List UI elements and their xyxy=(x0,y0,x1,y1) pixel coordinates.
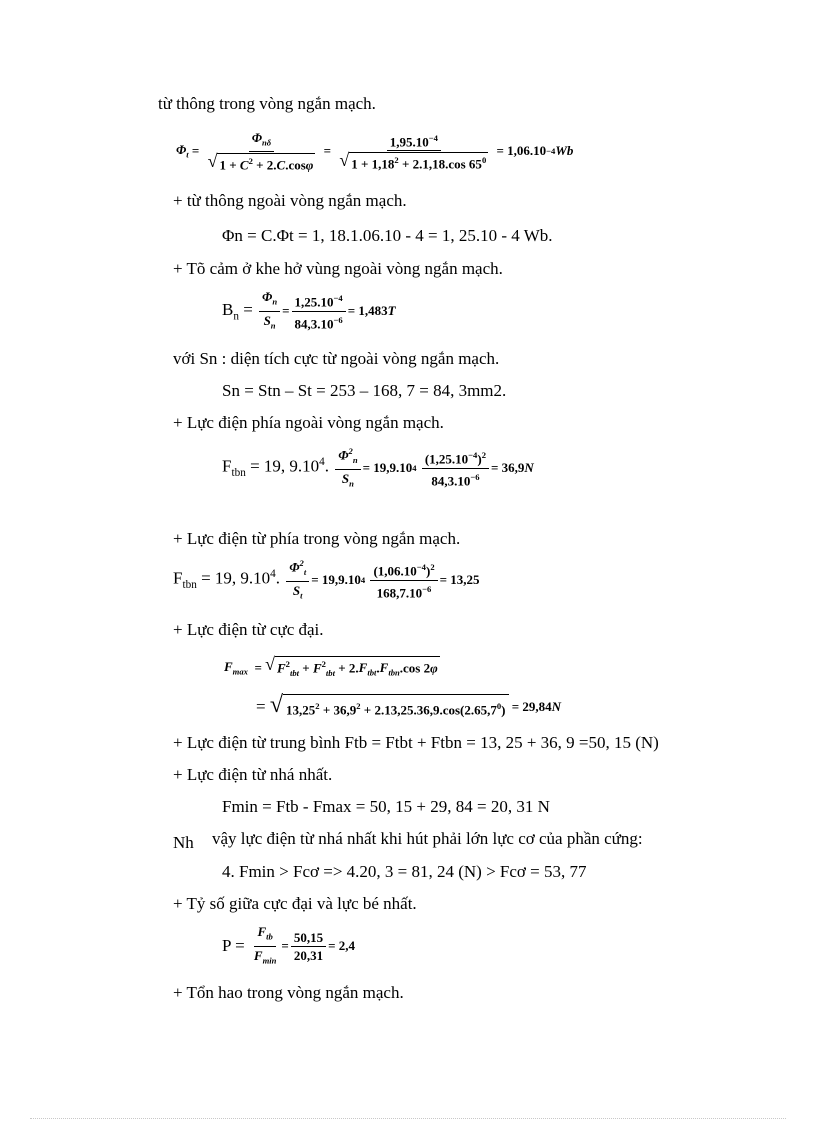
text-line-3: Φn = C.Φt = 1, 18.1.06.10 - 4 = 1, 25.10 - 4 Wb. xyxy=(222,226,553,245)
text-line-16: + Tổn hao trong vòng ngắn mạch. xyxy=(173,983,404,1002)
text-line-13b: vậy lực điện từ nhá nhất khi hút phải lớn lực cơ của phần cứng: xyxy=(212,829,643,848)
text-line-9: + Lực điện từ cực đại. xyxy=(173,620,324,639)
text-line-15: + Tỷ số giữa cực đại và lực bé nhất. xyxy=(173,894,417,913)
page-bottom-divider xyxy=(30,1118,786,1119)
text-line-10: + Lực điện từ trung bình Ftb = Ftbt + Ftbn = 13, 25 + 36, 9 =50, 15 (N) xyxy=(173,733,659,752)
text-line-6: Sn = Stn – St = 253 – 168, 7 = 84, 3mm2. xyxy=(222,381,507,400)
equation-phi-t: $\Phi_t$ = $\Phi_{n\delta}$ √ $1 + C^2 + 2.C.\cos\varphi$ = $1,95.10^{-4}$ √ $1 + 1,18^2 + 2.1,18.\cos$ $65^0$ = 1,06.10 −4 Wb xyxy=(176,129,574,173)
text-line-4: + Tõ cảm ở khe hở vùng ngoài vòng ngắn mạch. xyxy=(173,259,503,278)
equation-p-ratio: P = $\frac{F_{tb}}{F_{min}}$ = $\frac{50,15}{20,31}$ = 2,4 xyxy=(222,923,356,966)
text-line-7: + Lực điện phía ngoài vòng ngắn mạch. xyxy=(173,413,444,432)
equation-fmax: $F_{max}$ = √ $F^2_{tbt} + F^2_{tbt} + 2.F_{tbt}.F_{tbn}.\cos$ 2φ xyxy=(224,654,440,682)
text-line-2: + từ thông ngoài vòng ngắn mạch. xyxy=(173,191,407,210)
text-line-12: Fmin = Ftb - Fmax = 50, 15 + 29, 84 = 20, 31 N xyxy=(222,797,550,816)
equation-fmax-value: = √ $13,25^2 + 36,9^2 + 2.13,25.36,9.\cos(2.65,7^0)$ = 29,84 N xyxy=(256,692,562,719)
text-line-13a: Nh xyxy=(173,833,194,852)
text-line-14: 4. Fmin > Fcơ => 4.20, 3 = 81, 24 (N) > Fcơ = 53, 77 xyxy=(222,862,587,881)
equation-bn: $B_n$ = $\frac{\Phi_n}{S_n}$ = $\frac{1,25.10^{-4}}{84,3.10^{-6}}$ = 1,483 T xyxy=(222,288,396,331)
text-line-8: + Lực điện từ phía trong vòng ngắn mạch. xyxy=(173,529,461,548)
text-line-11: + Lực điện từ nhá nhất. xyxy=(173,765,333,784)
equation-ftbn-inner: $F_{tbn} = 19$, 9.10$^4$. $\frac{\Phi^2_t}{S_t}$ = 19,9.10 4 $\frac{(1,06.10^{-4})^2}{168,7.10^{-6}}$ = 13,25 xyxy=(173,558,480,601)
text-line-1: từ thông trong vòng ngắn mạch. xyxy=(158,94,376,113)
text-line-5: với Sn : diện tích cực từ ngoài vòng ngắn mạch. xyxy=(173,349,500,368)
equation-ftbn-outer: $F_{tbn} = 19$, 9.10$^4$. $\frac{\Phi^2_n}{S_n}$ = 19,9.10 4 $\frac{(1,25.10^{-4})^2}{84,3.10^{-6}}$ = 36,9 N xyxy=(222,446,534,489)
